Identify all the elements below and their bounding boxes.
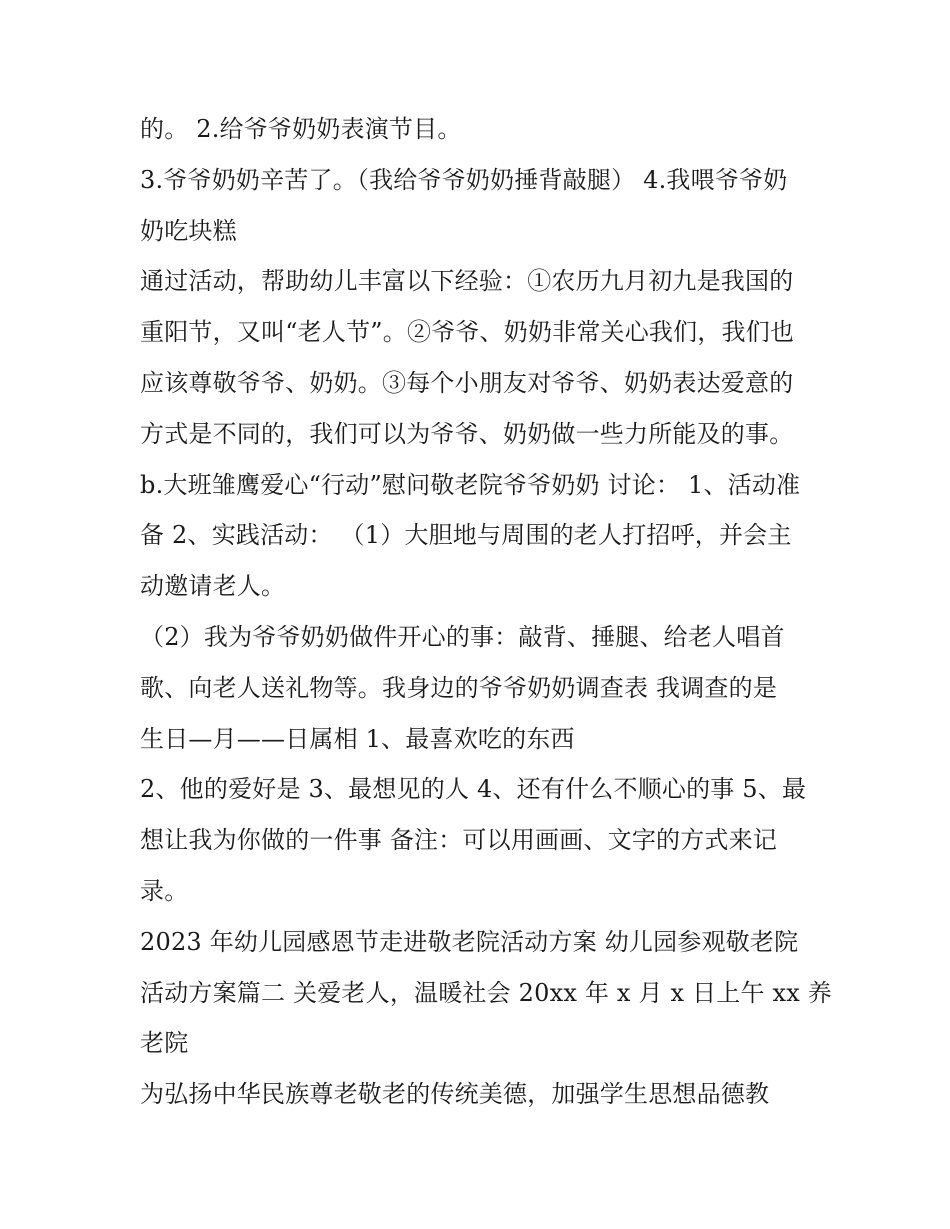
- text-line: 活动方案篇二 关爱老人，温暖社会 20xx 年 x 月 x 日上午 xx 养: [140, 978, 833, 1007]
- text-line: 动邀请老人。: [140, 572, 286, 601]
- text-line: 老院: [140, 1029, 189, 1058]
- text-line: 2023 年幼儿园感恩节走进敬老院活动方案 幼儿园参观敬老院: [140, 927, 799, 956]
- text-line: 奶吃块糕: [140, 216, 237, 245]
- text-line: 想让我为你做的一件事 备注：可以用画画、文字的方式来记: [140, 826, 778, 855]
- text-line: 2、他的爱好是 3、最想见的人 4、还有什么不顺心的事 5、最: [140, 775, 807, 804]
- text-line: 歌、向老人送礼物等。我身边的爷爷奶奶调查表 我调查的是: [140, 673, 778, 702]
- text-line: 通过活动，帮助幼儿丰富以下经验：①农历九月初九是我国的: [140, 267, 794, 296]
- text-line: 为弘扬中华民族尊老敬老的传统美德，加强学生思想品德教: [140, 1080, 770, 1109]
- text-line: 应该尊敬爷爷、奶奶。③每个小朋友对爷爷、奶奶表达爱意的: [140, 368, 794, 397]
- text-line: 重阳节，又叫“老人节”。②爷爷、奶奶非常关心我们，我们也: [140, 318, 795, 347]
- text-line: 备 2、实践活动： （1）大胆地与周围的老人打招呼，并会主: [140, 521, 792, 550]
- text-line: 生日—月——日属相 1、最喜欢吃的东西: [140, 724, 575, 753]
- text-line: 方式是不同的，我们可以为爷爷、奶奶做一些力所能及的事。: [140, 419, 794, 448]
- text-line: （2）我为爷爷奶奶做件开心的事：敲背、捶腿、给老人唱首: [140, 622, 785, 651]
- text-line: 的。 2.给爷爷奶奶表演节目。: [140, 115, 462, 143]
- document-body: [140, 104, 833, 1120]
- text-line: 3.爷爷奶奶辛苦了。（我给爷爷奶奶捶背敲腿） 4.我喂爷爷奶: [140, 165, 788, 194]
- text-line: b.大班雏鹰爱心“行动”慰问敬老院爷爷奶奶 讨论： 1、活动准: [140, 470, 801, 499]
- text-line: 录。: [140, 876, 189, 905]
